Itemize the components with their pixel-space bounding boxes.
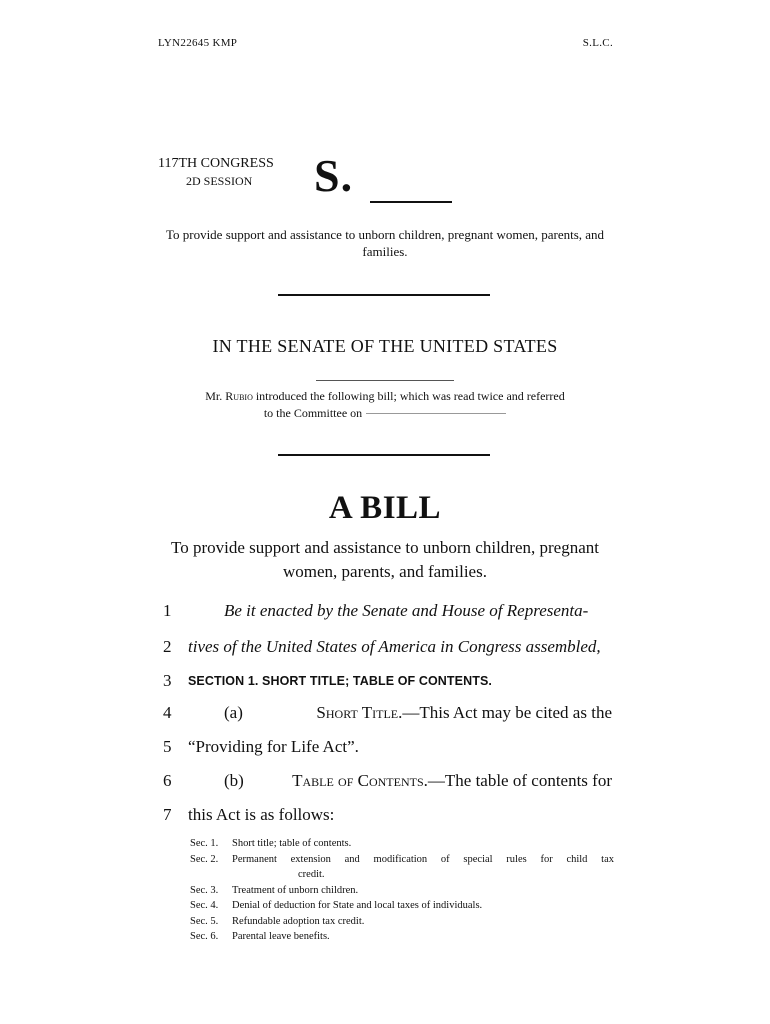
committee-blank [366, 413, 506, 414]
bill-number-prefix: S. [314, 150, 354, 201]
committee-label: to the Committee on [263, 406, 363, 420]
section-heading: SECTION 1. SHORT TITLE; TABLE OF CONTENTS. [188, 674, 492, 688]
line-number: 5 [163, 737, 172, 756]
bill-number-blank [370, 201, 452, 203]
line-number: 1 [163, 601, 172, 620]
subsection-heading: Table of Contents [292, 771, 424, 790]
toc-section-number: Sec. 1. [190, 838, 219, 849]
toc-subsection [188, 771, 612, 791]
divider-rule [278, 454, 490, 456]
subsection-heading: Short Title [316, 703, 399, 722]
congress-number: 117TH CONGRESS [158, 156, 274, 171]
enacting-clause-line-1: Be it enacted by the Senate and House of Representa- [224, 601, 589, 620]
divider-rule [278, 294, 490, 296]
act-short-title: “Providing for Life Act”. [188, 737, 359, 756]
line-number: 3 [163, 671, 172, 690]
short-purpose: To provide support and assistance to unborn children, pregnant women, parents, and families. [165, 227, 605, 259]
toc-section-title: Short title; table of contents. [232, 838, 352, 849]
toc-entry-continuation: credit. [298, 869, 325, 880]
toc-section-title: Permanent extension and modification of special rules for child tax [232, 853, 614, 865]
toc-section-number: Sec. 3. [190, 884, 219, 896]
toc-section-title: Treatment of unborn children. [232, 884, 359, 896]
sponsor-name: Rubio [225, 389, 253, 403]
slc-marker: S.L.C. [582, 37, 613, 49]
thin-divider [316, 380, 454, 381]
toc-intro-line: this Act is as follows: [188, 805, 335, 824]
subsection-label: (b) [224, 771, 244, 790]
sponsor-prefix: Mr. [205, 389, 223, 403]
toc-entry [190, 852, 614, 868]
toc-entry [190, 929, 614, 945]
chamber-heading: IN THE SENATE OF THE UNITED STATES [212, 336, 558, 356]
toc-section-number: Sec. 2. [190, 853, 219, 865]
toc-section-number: Sec. 5. [190, 915, 219, 927]
long-title: To provide support and assistance to unborn children, pregnant women, parents, and families. [171, 538, 599, 581]
toc-entry [190, 914, 614, 930]
toc-section-title: Refundable adoption tax credit. [232, 915, 365, 927]
line-number: 7 [163, 805, 172, 824]
toc-entry [190, 883, 614, 899]
session-number: 2D SESSION [186, 174, 253, 188]
toc-section-title: Denial of deduction for State and local taxes of individuals. [232, 900, 483, 911]
introduction-statement [160, 388, 610, 422]
introduction-text: introduced the following bill; which was read twice and referred [255, 389, 565, 403]
line-number: 2 [163, 637, 172, 656]
subsection-text: .—This Act may be cited as the [398, 703, 612, 722]
toc-section-number: Sec. 6. [190, 931, 219, 942]
draft-id: LYN22645 KMP [158, 37, 238, 49]
line-number: 6 [163, 771, 172, 790]
toc-entry [190, 898, 614, 914]
toc-section-number: Sec. 4. [190, 900, 219, 911]
enacting-clause-line-2: tives of the United States of America in Congress assembled, [188, 637, 601, 656]
table-of-contents [190, 836, 614, 945]
subsection-label: (a) [224, 703, 243, 722]
subsection-text: .—The table of contents for [423, 771, 612, 790]
short-title-subsection [188, 703, 612, 723]
toc-entry [190, 836, 614, 852]
toc-section-title: Parental leave benefits. [232, 931, 330, 942]
line-number: 4 [163, 703, 172, 722]
bill-label: A BILL [328, 490, 442, 526]
